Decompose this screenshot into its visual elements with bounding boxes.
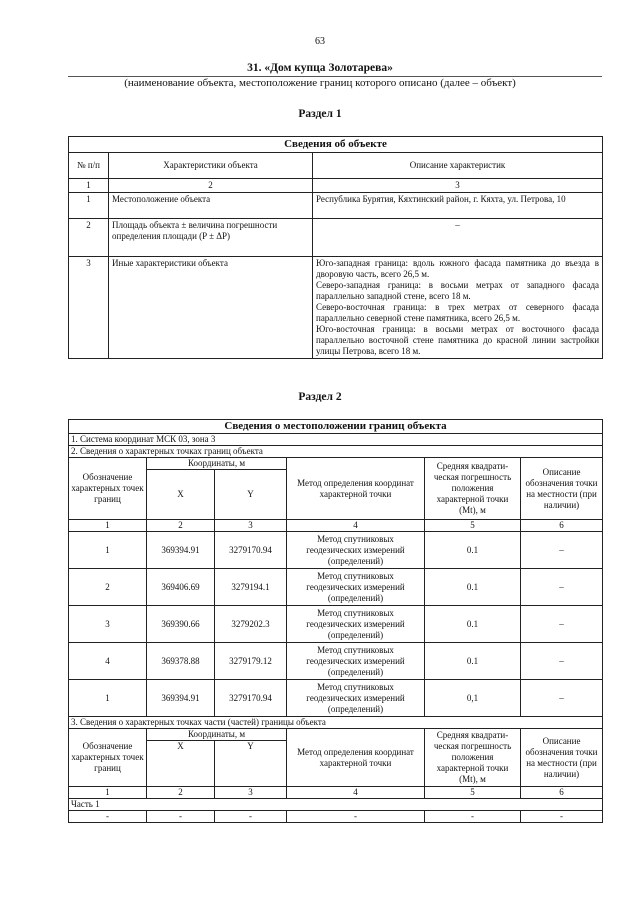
part-header-point-description: Описание обозначения точки на местности (при наличии) bbox=[521, 729, 603, 787]
point-description: – bbox=[521, 680, 603, 717]
row-description: Республика Бурятия, Кяхтинский район, г. Кяхта, ул. Петрова, 10 bbox=[313, 193, 603, 219]
table-row bbox=[69, 219, 603, 257]
part-header-designation: Обозначение характерных точек границ bbox=[69, 729, 147, 787]
point-method: Метод спутниковых геодезических измерений (определений) bbox=[287, 532, 425, 569]
point-error: 0,1 bbox=[425, 680, 521, 717]
col-number: 2 bbox=[147, 787, 215, 799]
part-cell: - bbox=[425, 811, 521, 823]
point-method: Метод спутниковых геодезических измерений (определений) bbox=[287, 643, 425, 680]
row-number: 3 bbox=[69, 257, 109, 359]
part-cell: - bbox=[287, 811, 425, 823]
header-number: № п/п bbox=[69, 153, 109, 179]
row-characteristic: Площадь объекта ± величина погрешности определения площади (P ± ΔP) bbox=[109, 219, 313, 257]
point-error: 0.1 bbox=[425, 569, 521, 606]
col-number: 2 bbox=[147, 520, 215, 532]
object-info-table bbox=[68, 136, 603, 359]
point-error: 0.1 bbox=[425, 606, 521, 643]
row-description: – bbox=[313, 219, 603, 257]
row-number: 2 bbox=[69, 219, 109, 257]
point-x: 369394.91 bbox=[147, 532, 215, 569]
table-row bbox=[69, 193, 603, 219]
point-id: 1 bbox=[69, 680, 147, 717]
boundary-se: Юго-восточная граница: в восьми метрах от восточного фасада параллельно восточной стене памятника до красной линии застройки улицы Петрова, всего 18 м. bbox=[316, 324, 600, 356]
col-number: 3 bbox=[215, 787, 287, 799]
header-description: Описание характеристик bbox=[313, 153, 603, 179]
section1-heading: Раздел 1 bbox=[298, 108, 342, 120]
table-row bbox=[69, 532, 603, 569]
part-cell: - bbox=[69, 811, 147, 823]
part-header-error: Средняя квадрати-ческая погрешность положения характерной точки (Мt), м bbox=[425, 729, 521, 787]
col-number: 5 bbox=[425, 787, 521, 799]
boundary-nw: Северо-западная граница: в восьми метрах от западного фасада параллельно западной стене, всего 18 м. bbox=[316, 280, 600, 301]
col-number: 1 bbox=[69, 787, 147, 799]
info-row bbox=[69, 799, 603, 811]
header-x: X bbox=[147, 470, 215, 520]
point-y: 3279202.3 bbox=[215, 606, 287, 643]
point-x: 369378.88 bbox=[147, 643, 215, 680]
column-number-row bbox=[69, 520, 603, 532]
col-number: 1 bbox=[69, 179, 109, 193]
parts-heading: 3. Сведения о характерных точках части (частей) границы объекта bbox=[69, 717, 603, 729]
part-cell: - bbox=[215, 811, 287, 823]
header-coords: Координаты, м bbox=[147, 458, 287, 470]
info-row bbox=[69, 446, 603, 458]
point-x: 369390.66 bbox=[147, 606, 215, 643]
point-method: Метод спутниковых геодезических измерений (определений) bbox=[287, 680, 425, 717]
col-number: 3 bbox=[313, 179, 603, 193]
boundary-ne: Северо-восточная граница: в трех метрах от северного фасада параллельно северной стене памятника, всего 26,5 м. bbox=[316, 302, 600, 323]
col-number: 6 bbox=[521, 787, 603, 799]
header-point-description: Описание обозначения точки на местности (при наличии) bbox=[521, 458, 603, 520]
point-description: – bbox=[521, 606, 603, 643]
part-header-coords: Координаты, м bbox=[147, 729, 287, 741]
table-row bbox=[69, 643, 603, 680]
header-method: Метод определения координат характерной точки bbox=[287, 458, 425, 520]
table-row bbox=[69, 811, 603, 823]
point-y: 3279179.12 bbox=[215, 643, 287, 680]
table-caption-row bbox=[69, 137, 603, 153]
point-description: – bbox=[521, 569, 603, 606]
object-subtitle: (наименование объекта, местоположение границ которого описано (далее – объект) bbox=[124, 77, 516, 89]
col-number: 6 bbox=[521, 520, 603, 532]
header-characteristic: Характеристики объекта bbox=[109, 153, 313, 179]
col-number: 5 bbox=[425, 520, 521, 532]
table-row bbox=[69, 680, 603, 717]
point-error: 0.1 bbox=[425, 532, 521, 569]
object-title: 31. «Дом купца Золотарева» bbox=[247, 62, 393, 74]
part-cell: - bbox=[521, 811, 603, 823]
row-number: 1 bbox=[69, 193, 109, 219]
table-header-row bbox=[69, 458, 603, 470]
column-number-row bbox=[69, 787, 603, 799]
point-y: 3279194.1 bbox=[215, 569, 287, 606]
point-description: – bbox=[521, 643, 603, 680]
row-characteristic: Иные характеристики объекта bbox=[109, 257, 313, 359]
table-header-row bbox=[69, 729, 603, 741]
info-row bbox=[69, 717, 603, 729]
col-number: 4 bbox=[287, 520, 425, 532]
table-row bbox=[69, 606, 603, 643]
point-y: 3279170.94 bbox=[215, 680, 287, 717]
point-x: 369394.91 bbox=[147, 680, 215, 717]
point-y: 3279170.94 bbox=[215, 532, 287, 569]
boundary-table bbox=[68, 419, 603, 823]
table-row bbox=[69, 569, 603, 606]
point-id: 1 bbox=[69, 532, 147, 569]
col-number: 1 bbox=[69, 520, 147, 532]
part-cell: - bbox=[147, 811, 215, 823]
table-caption-row bbox=[69, 420, 603, 434]
point-id: 3 bbox=[69, 606, 147, 643]
coord-system: 1. Система координат МСК 03, зона 3 bbox=[69, 434, 603, 446]
point-x: 369406.69 bbox=[147, 569, 215, 606]
point-method: Метод спутниковых геодезических измерений (определений) bbox=[287, 606, 425, 643]
part-header-y: Y bbox=[215, 741, 287, 787]
page-number: 63 bbox=[315, 36, 325, 47]
boundary-title: Сведения о местоположении границ объекта bbox=[69, 420, 603, 434]
point-description: – bbox=[521, 532, 603, 569]
part-header-method: Метод определения координат характерной точки bbox=[287, 729, 425, 787]
col-number: 4 bbox=[287, 787, 425, 799]
header-error: Средняя квадрати-ческая погрешность положения характерной точки (Мt), м bbox=[425, 458, 521, 520]
info-row bbox=[69, 434, 603, 446]
row-characteristic: Местоположение объекта bbox=[109, 193, 313, 219]
header-designation: Обозначение характерных точек границ bbox=[69, 458, 147, 520]
part-header-x: X bbox=[147, 741, 215, 787]
point-method: Метод спутниковых геодезических измерений (определений) bbox=[287, 569, 425, 606]
part-label: Часть 1 bbox=[69, 799, 603, 811]
points-heading: 2. Сведения о характерных точках границ объекта bbox=[69, 446, 603, 458]
table-row bbox=[69, 257, 603, 359]
section2-heading: Раздел 2 bbox=[298, 391, 342, 403]
row-description bbox=[313, 257, 603, 359]
boundary-sw: Юго-западная граница: вдоль южного фасада памятника до въезда в дворовую часть, всего 26,5 м. bbox=[316, 258, 600, 279]
table-header-row bbox=[69, 153, 603, 179]
point-id: 4 bbox=[69, 643, 147, 680]
header-y: Y bbox=[215, 470, 287, 520]
object-info-title: Сведения об объекте bbox=[69, 137, 603, 153]
column-number-row bbox=[69, 179, 603, 193]
col-number: 3 bbox=[215, 520, 287, 532]
point-id: 2 bbox=[69, 569, 147, 606]
col-number: 2 bbox=[109, 179, 313, 193]
point-error: 0.1 bbox=[425, 643, 521, 680]
